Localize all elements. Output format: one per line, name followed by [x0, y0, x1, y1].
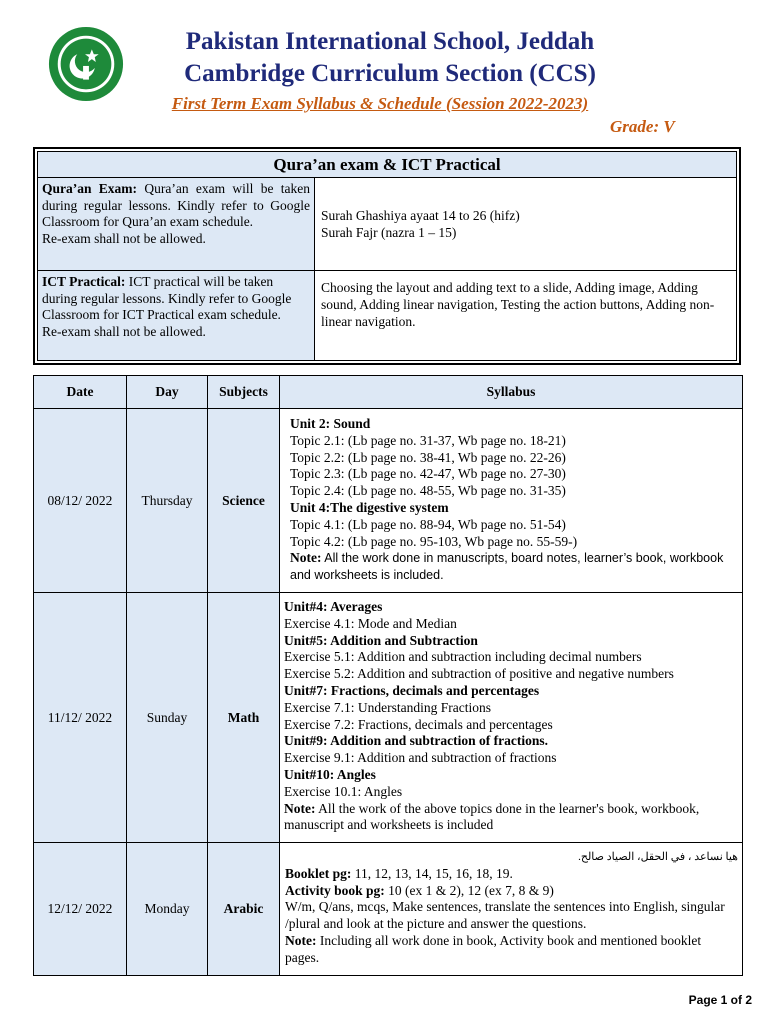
- arabic-date: 12/12/ 2022: [34, 843, 127, 976]
- math-note-text: All the work of the above topics done in the learner's book, workbook, manuscript and worksheets is included: [284, 800, 700, 833]
- quran-note: Re-exam shall not be allowed.: [42, 230, 206, 246]
- quran-row: [38, 178, 736, 271]
- science-topic-4-2: Topic 4.2: (Lb page no. 95-103, Wb page no. 55-59-): [290, 533, 578, 549]
- math-exercise-10-1: Exercise 10.1: Angles: [284, 783, 403, 799]
- math-exercise-5-2: Exercise 5.2: Addition and subtraction of positive and negative numbers: [284, 666, 674, 682]
- science-topic-4-1: Topic 4.1: (Lb page no. 88-94, Wb page no. 51-54): [290, 516, 566, 532]
- grade-label: Grade: V: [610, 117, 675, 136]
- ict-content: [316, 271, 736, 360]
- section-name: Cambridge Curriculum Section (CCS): [184, 60, 596, 87]
- header-syllabus: Syllabus: [280, 376, 743, 409]
- ict-row: [38, 271, 736, 360]
- math-unit-7: Unit#7: Fractions, decimals and percentages: [284, 682, 540, 698]
- math-unit-5: Unit#5: Addition and Subtraction: [284, 632, 478, 648]
- ict-description: [38, 271, 315, 360]
- math-unit-10: Unit#10: Angles: [284, 766, 376, 782]
- ict-note: Re-exam shall not be allowed.: [42, 323, 206, 339]
- arabic-booklet: [285, 866, 738, 883]
- quran-desc: Qura’an exam will be taken during regular lessons. Kindly refer to Google Classroom for Qura’an exam schedule.: [42, 181, 311, 229]
- math-day: Sunday: [127, 593, 208, 843]
- science-unit-4: Unit 4:The digestive system: [290, 499, 449, 515]
- math-exercise-7-1: Exercise 7.1: Understanding Fractions: [284, 699, 491, 715]
- arabic-note-label: Note:: [285, 932, 317, 948]
- ict-label: ICT Practical:: [42, 274, 126, 289]
- math-exercise-4-1: Exercise 4.1: Mode and Median: [284, 615, 457, 631]
- table-row-math: [34, 593, 743, 843]
- math-exercise-5-1: Exercise 5.1: Addition and subtraction including decimal numbers: [284, 649, 642, 665]
- science-topic-2-3: Topic 2.3: (Lb page no. 42-47, Wb page no. 27-30): [290, 466, 566, 482]
- quran-line-1: Surah Ghashiya ayaat 14 to 26 (hifz): [321, 208, 520, 223]
- quran-description: [38, 178, 315, 270]
- arabic-syllabus: [280, 843, 743, 976]
- header-day: Day: [127, 376, 208, 409]
- arabic-work-items: W/m, Q/ans, mcqs, Make sentences, translate the sentences into English, singular /plural and look at the picture and answer the questions.: [285, 899, 725, 932]
- quran-line-2: Surah Fajr (nazra 1 – 15): [321, 225, 457, 240]
- arabic-day: Monday: [127, 843, 208, 976]
- activity-label: Activity book pg:: [285, 882, 385, 898]
- science-note: [290, 550, 738, 584]
- school-name: Pakistan International School, Jeddah: [185, 28, 595, 55]
- math-syllabus: [280, 593, 743, 843]
- exam-schedule-table: [33, 375, 743, 976]
- quran-content: [316, 178, 736, 270]
- math-note: [284, 801, 738, 835]
- booklet-label: Booklet pg:: [285, 865, 352, 881]
- ict-topics: Choosing the layout and adding text to a slide, Adding image, Adding sound, Adding linear navigation, Testing the action buttons, Adding non-linear navigation.: [321, 280, 715, 329]
- math-note-label: Note:: [284, 800, 316, 816]
- science-subject: Science: [208, 409, 280, 593]
- page-number: Page 1 of 2: [688, 993, 752, 1007]
- science-day: Thursday: [127, 409, 208, 593]
- arabic-activity: [285, 883, 738, 900]
- quran-label: Qura’an Exam:: [42, 181, 138, 196]
- science-date: 08/12/ 2022: [34, 409, 127, 593]
- science-topic-2-1: Topic 2.1: (Lb page no. 31-37, Wb page no. 18-21): [290, 432, 566, 448]
- table-row-science: [34, 409, 743, 593]
- ict-desc: ICT practical will be taken during regular lessons. Kindly refer to Google Classroom for ICT Practical exam schedule.: [42, 274, 292, 322]
- math-unit-9: Unit#9: Addition and subtraction of fractions.: [284, 733, 549, 749]
- science-syllabus: [280, 409, 743, 593]
- booklet-pages: 11, 12, 13, 14, 15, 16, 18, 19.: [351, 865, 513, 881]
- quran-ict-title: Qura’an exam & ICT Practical: [38, 152, 736, 178]
- math-exercise-9-1: Exercise 9.1: Addition and subtraction of fractions: [284, 750, 557, 766]
- math-date: 11/12/ 2022: [34, 593, 127, 843]
- arabic-note-text: Including all work done in book, Activity book and mentioned booklet pages.: [285, 932, 702, 965]
- science-unit-2: Unit 2: Sound: [290, 416, 371, 431]
- science-topic-2-2: Topic 2.2: (Lb page no. 38-41, Wb page no. 22-26): [290, 449, 566, 465]
- arabic-lesson-line: هيا نساعد ، في الحقل، الصياد صالح.: [578, 851, 738, 863]
- exam-subtitle: First Term Exam Syllabus & Schedule (Session 2022-2023): [171, 94, 589, 113]
- math-exercise-7-2: Exercise 7.2: Fractions, decimals and percentages: [284, 716, 553, 732]
- activity-pages: 10 (ex 1 & 2), 12 (ex 7, 8 & 9): [384, 882, 554, 898]
- header-subjects: Subjects: [208, 376, 280, 409]
- arabic-note: [285, 933, 738, 967]
- header-date: Date: [34, 376, 127, 409]
- table-row-arabic: [34, 843, 743, 976]
- arabic-subject: Arabic: [208, 843, 280, 976]
- math-subject: Math: [208, 593, 280, 843]
- table-header-row: [34, 376, 743, 409]
- science-note-label: Note:: [290, 550, 322, 566]
- science-note-text: All the work done in manuscripts, board notes, learner’s book, workbook and worksheets is included.: [290, 551, 724, 583]
- quran-ict-box: [33, 147, 741, 365]
- math-unit-4: Unit#4: Averages: [284, 599, 383, 614]
- science-topic-2-4: Topic 2.4: (Lb page no. 48-55, Wb page no. 31-35): [290, 483, 566, 499]
